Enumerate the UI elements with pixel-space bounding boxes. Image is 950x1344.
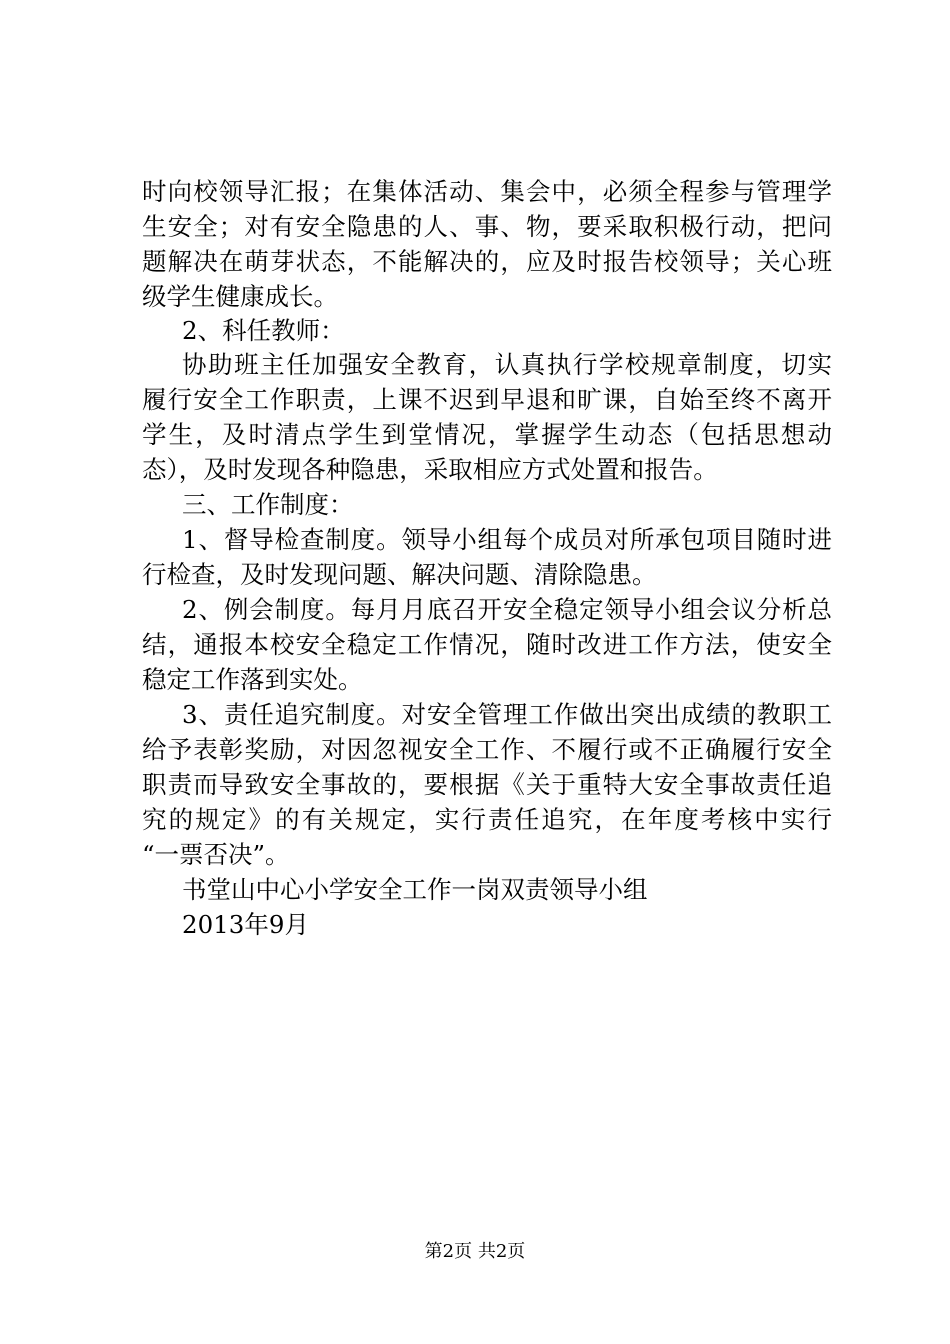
paragraph-line: 生安全；对有安全隐患的人、事、物，要采取积极行动，把问 <box>142 212 832 241</box>
section-heading: 2、科任教师： <box>182 316 345 345</box>
paragraph-line: “一票否决”。 <box>142 840 290 869</box>
section-heading: 三、工作制度： <box>182 490 354 519</box>
signature-organization: 书堂山中心小学安全工作一岗双责领导小组 <box>182 875 648 904</box>
signature-date: 2013年9月 <box>182 910 309 939</box>
paragraph-line: 时向校领导汇报；在集体活动、集会中，必须全程参与管理学 <box>142 177 832 206</box>
paragraph-line: 级学生健康成长。 <box>142 282 338 311</box>
paragraph-line: 行检查，及时发现问题、解决问题、清除隐患。 <box>142 560 657 589</box>
paragraph-line: 1、督导检查制度。领导小组每个成员对所承包项目随时进 <box>182 525 832 554</box>
paragraph-line: 学生，及时清点学生到堂情况，掌握学生动态（包括思想动 <box>142 420 832 449</box>
paragraph-line: 稳定工作落到实处。 <box>142 665 363 694</box>
paragraph-line: 履行安全工作职责，上课不迟到早退和旷课，自始至终不离开 <box>142 385 832 414</box>
paragraph-line: 2、例会制度。每月月底召开安全稳定领导小组会议分析总 <box>182 595 832 624</box>
paragraph-line: 态），及时发现各种隐患，采取相应方式处置和报告。 <box>142 455 718 484</box>
paragraph-line: 3、责任追究制度。对安全管理工作做出突出成绩的教职工 <box>182 700 832 729</box>
page-number-footer: 第2页 共2页 <box>424 1241 526 1262</box>
paragraph-line: 协助班主任加强安全教育，认真执行学校规章制度，切实 <box>182 350 832 379</box>
paragraph-line: 职责而导致安全事故的，要根据《关于重特大安全事故责任追 <box>142 770 832 799</box>
paragraph-line: 结，通报本校安全稳定工作情况，随时改进工作方法，使安全 <box>142 630 832 659</box>
paragraph-line: 给予表彰奖励，对因忽视安全工作、不履行或不正确履行安全 <box>142 735 832 764</box>
paragraph-line: 题解决在萌芽状态，不能解决的，应及时报告校领导；关心班 <box>142 247 832 276</box>
paragraph-line: 究的规定》的有关规定，实行责任追究，在年度考核中实行 <box>142 805 832 834</box>
